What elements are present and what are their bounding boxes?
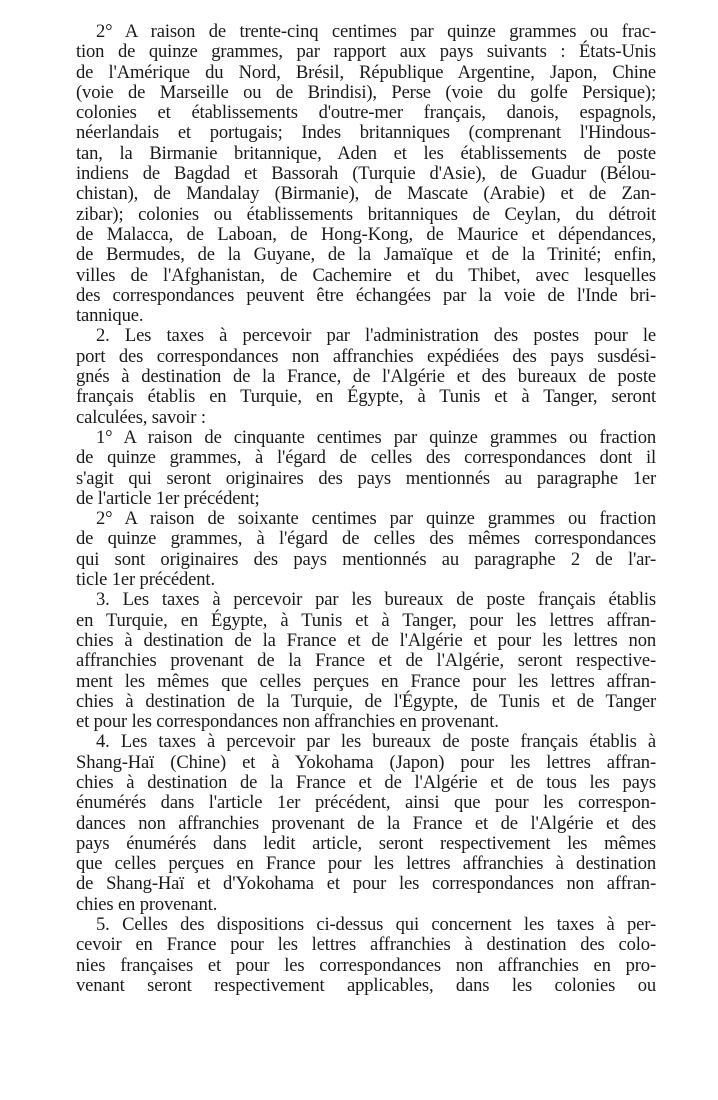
text-line: 1° A raison de cinquante centimes par quinze grammes ou fraction	[96, 426, 656, 448]
paragraph-7	[76, 915, 656, 996]
text-line: dances non affranchies provenant de la France et de l'Algérie et des	[76, 812, 656, 834]
text-line: affranchies provenant de la France et de l'Algérie, seront respective-	[76, 650, 656, 672]
text-line: chies en provenant.	[76, 893, 218, 915]
text-line: de Malacca, de Laboan, de Hong-Kong, de Maurice et dépendances,	[76, 223, 656, 245]
text-line: énumérés dans l'article 1er précédent, ainsi que pour les correspon-	[76, 792, 656, 814]
paragraph-2	[76, 326, 656, 427]
text-line: zibar); colonies ou établissements britanniques de Ceylan, du détroit	[76, 203, 656, 225]
text-line: chistan), de Mandalay (Birmanie), de Mascate (Arabie) et de Zan-	[76, 183, 656, 205]
text-line: pays énumérés dans ledit article, seront respectivement les mêmes	[76, 832, 656, 854]
text-line: que celles perçues en France pour les lettres affranchies à destination	[76, 853, 656, 875]
text-line: nies françaises et pour les correspondances non affranchies en pro-	[76, 954, 656, 976]
text-line: s'agit qui seront originaires des pays mentionnés au paragraphe 1er	[76, 467, 656, 489]
text-line: calculées, savoir :	[76, 406, 206, 428]
text-line: villes de l'Afghanistan, de Cachemire et du Thibet, avec lesquelles	[76, 264, 656, 286]
text-line: qui sont originaires des pays mentionnés au paragraphe 2 de l'ar-	[76, 548, 656, 570]
text-line: des correspondances peuvent être échangées par la voie de l'Inde bri-	[76, 284, 656, 306]
paragraph-4	[76, 509, 656, 590]
document-page	[76, 22, 656, 996]
text-line: tion de quinze grammes, par rapport aux pays suivants : États-Unis	[76, 41, 656, 63]
text-line: de l'Amérique du Nord, Brésil, République Argentine, Japon, Chine	[76, 61, 656, 83]
text-line: de Bermudes, de la Guyane, de la Jamaïque et de la Trinité; enfin,	[76, 244, 656, 266]
text-line: Shang-Haï (Chine) et à Yokohama (Japon) pour les lettres affran-	[76, 751, 656, 773]
paragraph-1	[76, 22, 656, 326]
text-line: chies à destination de la France et de l'Algérie et pour les lettres non	[76, 629, 656, 651]
text-line: français établis en Turquie, en Égypte, à Tunis et à Tanger, seront	[76, 386, 656, 408]
text-line: ment les mêmes que celles perçues en France pour les lettres affran-	[76, 670, 656, 692]
text-line: indiens de Bagdad et Bassorah (Turquie d'Asie), de Guadur (Bélou-	[76, 163, 656, 185]
text-line: néerlandais et portugais; Indes britanniques (comprenant l'Hindous-	[76, 122, 656, 144]
text-line: chies à destination de la Turquie, de l'Égypte, de Tunis et de Tanger	[76, 690, 656, 712]
text-line: gnés à destination de la France, de l'Algérie et des bureaux de poste	[76, 366, 656, 388]
text-line: 2° A raison de trente-cinq centimes par quinze grammes ou frac-	[96, 21, 656, 42]
text-line: colonies et établissements d'outre-mer français, danois, espagnols,	[76, 102, 656, 124]
text-line: 4. Les taxes à percevoir par les bureaux de poste français établis à	[96, 731, 656, 753]
text-line: et pour les correspondances non affranchies en provenant.	[76, 711, 499, 733]
paragraph-6	[76, 732, 656, 915]
text-line: chies à destination de la France et de l'Algérie et de tous les pays	[76, 771, 656, 793]
paragraph-5	[76, 590, 656, 732]
text-line: de quinze grammes, à l'égard de celles des correspondances dont il	[76, 447, 656, 469]
text-line: 5. Celles des dispositions ci-dessus qui concernent les taxes à per-	[96, 914, 656, 936]
text-line: de Shang-Haï et d'Yokohama et pour les correspondances non affran-	[76, 873, 656, 895]
text-line: venant seront respectivement applicables, dans les colonies ou	[76, 974, 656, 996]
text-line: (voie de Marseille ou de Brindisi), Perse (voie du golfe Persique);	[76, 81, 656, 103]
paragraph-3	[76, 428, 656, 509]
text-line: cevoir en France pour les lettres affranchies à destination des colo-	[76, 934, 656, 956]
text-line: en Turquie, en Égypte, à Tunis et à Tanger, pour les lettres affran-	[76, 609, 656, 631]
text-line: port des correspondances non affranchies expédiées des pays susdési-	[76, 345, 656, 367]
text-line: 2. Les taxes à percevoir par l'administration des postes pour le	[96, 325, 656, 347]
text-line: ticle 1er précédent.	[76, 569, 215, 591]
text-line: 2° A raison de soixante centimes par quinze grammes ou fraction	[96, 508, 656, 530]
text-line: de l'article 1er précédent;	[76, 487, 260, 509]
text-line: de quinze grammes, à l'égard de celles des mêmes correspondances	[76, 528, 656, 550]
text-line: tan, la Birmanie britannique, Aden et les établissements de poste	[76, 142, 656, 164]
text-line: 3. Les taxes à percevoir par les bureaux de poste français établis	[96, 589, 656, 611]
text-line: tannique.	[76, 305, 144, 327]
